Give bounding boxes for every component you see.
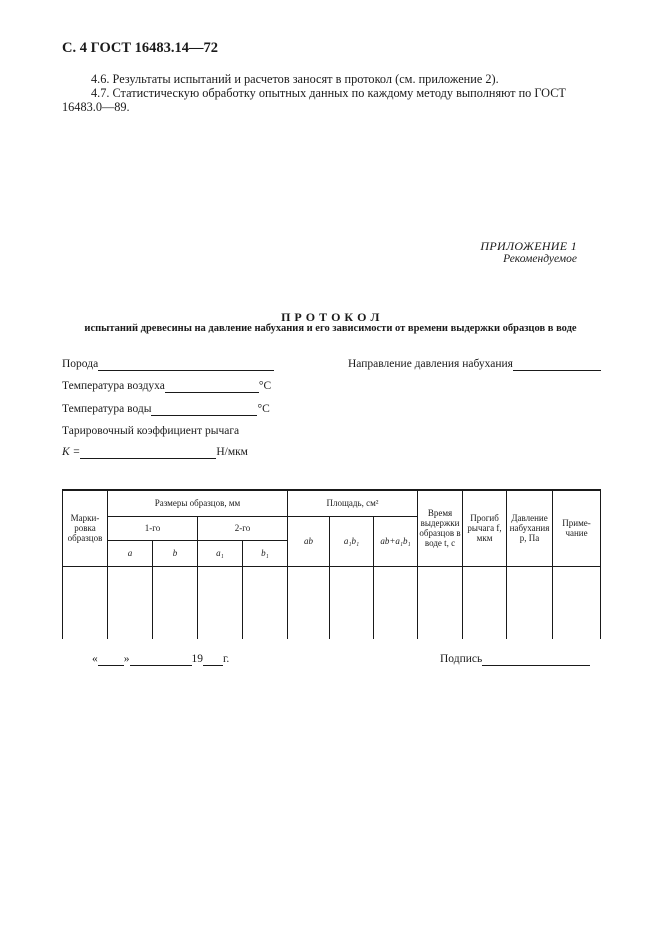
date-year-prefix: 19 <box>191 653 203 665</box>
col-second-sample: 2-го <box>198 516 288 540</box>
table-row <box>63 566 601 639</box>
col-sizes: Размеры образцов, мм <box>108 490 288 516</box>
date-quote-open: « <box>92 653 98 665</box>
field-k-line[interactable] <box>80 446 216 459</box>
appendix-label <box>480 240 577 266</box>
protocol-table <box>62 489 601 639</box>
signature-line[interactable] <box>482 653 590 666</box>
col-a1: a₁ <box>198 540 243 566</box>
field-air-temp-line[interactable] <box>165 380 259 393</box>
col-area: Площадь, см² <box>288 490 418 516</box>
field-k <box>62 446 248 459</box>
col-area-ab: ab <box>288 516 330 566</box>
page-header: С. 4 ГОСТ 16483.14—72 <box>62 40 219 56</box>
field-air-temp-unit: °С <box>258 380 272 392</box>
field-k-unit: Н/мкм <box>216 446 248 458</box>
signature-label: Подпись <box>440 653 483 665</box>
field-direction-label: Направление давления набухания <box>348 358 513 370</box>
field-water-temp-line[interactable] <box>151 403 257 416</box>
appendix-subtitle: Рекомендуемое <box>503 253 577 265</box>
field-breed-line[interactable] <box>98 358 274 371</box>
table-cell[interactable] <box>507 566 553 639</box>
col-marking: Марки-ровка образцов <box>63 490 108 566</box>
col-area-sum: ab+a₁b₁ <box>374 516 418 566</box>
table-cell[interactable] <box>463 566 507 639</box>
field-water-temp-label: Температура воды <box>62 403 152 415</box>
field-direction <box>348 358 601 371</box>
col-note: Приме-чание <box>553 490 601 566</box>
table-cell[interactable] <box>553 566 601 639</box>
paragraph-4-7-cont: 16483.0—89. <box>62 100 130 114</box>
date-day-line[interactable] <box>98 653 124 666</box>
table-cell[interactable] <box>153 566 198 639</box>
table-cell[interactable] <box>418 566 463 639</box>
field-k-label: K = <box>62 446 81 458</box>
date-field <box>92 653 229 666</box>
col-pressure: Давление набухания p, Па <box>507 490 553 566</box>
field-breed-label: Порода <box>62 358 99 370</box>
field-water-temp-unit: °С <box>257 403 270 415</box>
table-cell[interactable] <box>243 566 288 639</box>
signature-field <box>440 653 590 666</box>
col-time: Время выдержки образцов в воде t, с <box>418 490 463 566</box>
table-cell[interactable] <box>374 566 418 639</box>
field-breed <box>62 358 274 371</box>
col-a: a <box>108 540 153 566</box>
date-year-suffix: г. <box>223 653 230 665</box>
field-air-temp-label: Температура воздуха <box>62 380 165 392</box>
field-water-temp <box>62 403 270 416</box>
field-coef-label: Тарировочный коэффициент рычага <box>62 425 240 437</box>
protocol-subtitle: испытаний древесины на давление набухания и его зависимости от времени выдержки образцов в воде <box>84 323 577 334</box>
table-cell[interactable] <box>330 566 374 639</box>
col-b: b <box>153 540 198 566</box>
protocol-title: П Р О Т О К О Л <box>281 310 380 324</box>
col-deflection: Прогиб рычага f, мкм <box>463 490 507 566</box>
appendix-title: ПРИЛОЖЕНИЕ 1 <box>480 239 577 253</box>
table-cell[interactable] <box>63 566 108 639</box>
col-first-sample: 1-го <box>108 516 198 540</box>
table-cell[interactable] <box>288 566 330 639</box>
paragraph-4-7: 4.7. Статистическую обработку опытных данных по каждому методу выполняют по ГОСТ <box>91 86 566 100</box>
field-air-temp <box>62 380 271 393</box>
date-year-line[interactable] <box>203 653 223 666</box>
col-b1: b₁ <box>243 540 288 566</box>
paragraph-4-6: 4.6. Результаты испытаний и расчетов заносят в протокол (см. приложение 2). <box>91 72 499 86</box>
table-cell[interactable] <box>198 566 243 639</box>
field-direction-line[interactable] <box>513 358 601 371</box>
table-cell[interactable] <box>108 566 153 639</box>
date-quote-close: » <box>123 653 130 665</box>
col-area-a1b1: a₁b₁ <box>330 516 374 566</box>
date-month-line[interactable] <box>130 653 192 666</box>
